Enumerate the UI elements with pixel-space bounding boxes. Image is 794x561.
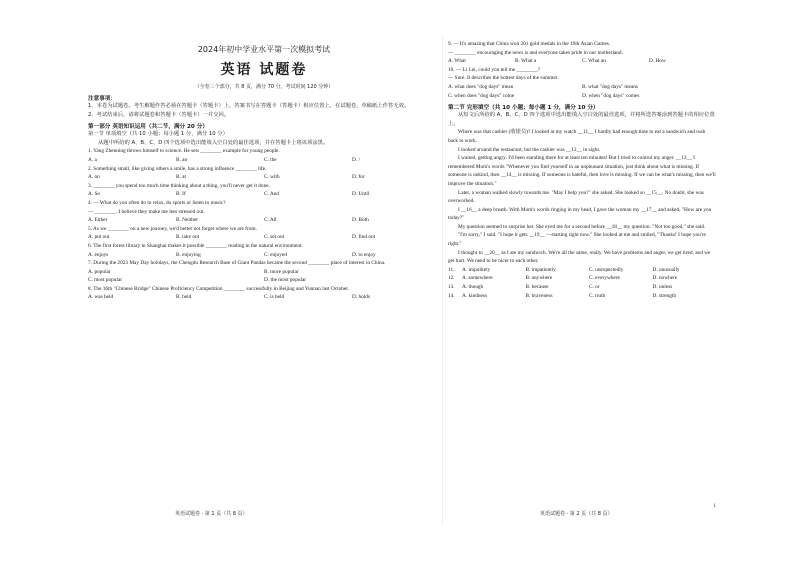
answer-option: B. enjoying (176, 251, 201, 258)
answer-option: C. unexpectedly (589, 266, 624, 273)
question-stem: 6. The first forest library in Shanghai makes it possible ________ reading in the natural environment. (88, 242, 303, 249)
cloze-number: 11. (448, 266, 455, 273)
answer-option: B. What a (515, 58, 537, 65)
cloze-option-row (448, 266, 716, 275)
cloze-passage (448, 128, 716, 266)
answer-option: A. impolitely (462, 266, 491, 273)
answer-option: C. most popular (88, 277, 122, 284)
right-page (448, 40, 716, 510)
option-row (448, 83, 716, 92)
option-row (88, 190, 440, 199)
center-fold (442, 36, 443, 526)
cloze-number: 14. (448, 292, 455, 299)
answer-option: D. Both (352, 217, 369, 224)
question-stem: 1. Yang Zhenning throws himself to science. He sets ________ example for young people. (88, 148, 280, 155)
passage-paragraph: "I'm sorry," I said. "I hope it gets __19__ —starting right now." She looked at me and smiled, "Thanks! I hope you're right." (448, 232, 706, 248)
page-mark: 1 (713, 504, 716, 509)
question-stem: 2. Something small, like giving others a smile, has a strong influence ________ life. (88, 165, 267, 172)
option-row (88, 268, 440, 277)
question-stem: 3. ________ you spend too much time thinking about a thing, you'll never get it done. (88, 182, 270, 189)
passage-paragraph: I waited, getting angry. I'd been standing there for at least ten minutes! But I tried to control my anger. __13__ I remembered Mom's words "Whenever you find yourself in an unpleasant situation, just think about what is missing. If someone is unkind, then __14__ is missing. If someone is hateful, then love is missing. If we can be what's missing, then we'll improve the situation." (448, 155, 716, 187)
footer-left: 英语试题卷 · 第 1 页（共 8 页） (175, 511, 248, 517)
option-row (88, 233, 440, 242)
answer-option: D. Until (352, 191, 370, 198)
option-row (88, 293, 440, 302)
answer-option: B. what "dog days" means (582, 83, 638, 90)
answer-option: B. take out (176, 234, 200, 241)
part1-sec2-title: 第二节 完形填空（共 10 小题；每小题 1 分，满分 10 分） (448, 105, 599, 112)
part1-sec1-title: 第一节 单项填空（共 10 小题；每小题 1 分，满分 10 分） (88, 131, 228, 138)
answer-option: C. All (264, 217, 277, 224)
answer-option: A. popular (88, 268, 111, 275)
answer-option: B. more popular (264, 268, 299, 275)
answer-option: A. what does "dog days" mean (448, 83, 514, 90)
exam-meta: （全卷三个部分，共 8 页，满分 70 分，考试时间 120 分钟） (194, 84, 334, 90)
answer-option: B. anywhere (525, 275, 553, 282)
cloze-option-row (448, 274, 716, 283)
answer-option: D. when "dog days" comes (582, 92, 640, 99)
answer-option: A. kindness (462, 292, 488, 299)
answer-option: A. a (88, 156, 97, 163)
answer-option: B. held (176, 294, 192, 301)
part1-sec1-instruction: 从题中所给的 A、B、C、D 四个选项中选出能填入空白处的最佳选项，并在答题卡上将该项涂黑。 (98, 139, 329, 146)
question-stem: 7. During the 2023 May Day holidays, the Chengdu Research Base of Giant Pandas became the second ________ place of interest in China. (88, 260, 386, 267)
answer-option: D. to enjoy (352, 251, 376, 258)
option-row (88, 276, 440, 285)
note-1: 1．本卷为试题卷。考生解题作答必须在答题卡（答题卡）上，答案书写在答题卡（答题卡）相应位置上，在试题卷、草稿纸上作答无效。 (88, 103, 410, 109)
question-stem: 5. As we ________ on a new journey, we'd better not forget where we are from. (88, 225, 257, 232)
answer-option: C. or (589, 284, 600, 291)
passage-paragraph: I thought to __20__ as I ate my sandwich. We're all the same, really. We have problems and anger, we get tired, and we get hurt. We need to be nicer to each other. (448, 249, 711, 265)
option-row (88, 173, 440, 182)
answer-option: A. enjoys (88, 251, 109, 258)
passage-paragraph: I __16__ a deep breath. With Mom's words ringing in my head, I gave the woman my __17__ and asked, "How are you today?" (448, 206, 712, 222)
answer-option: B. at (176, 174, 187, 181)
exam-title: 2024年初中学业水平第一次模拟考试 (197, 45, 331, 54)
answer-option: C. is held (264, 294, 285, 301)
answer-option: A. somewhere (462, 275, 493, 282)
answer-option: C. And (264, 191, 280, 198)
answer-option: B. If (176, 191, 186, 198)
option-row (448, 57, 716, 66)
answer-option: B. an (176, 156, 188, 163)
answer-option: D. How (649, 58, 666, 65)
question-stem: 4. — What do you often do to relax, do sports or listen to music? — ________. I believe they make me less stressed out. (88, 199, 226, 215)
answer-option: D. for (352, 174, 365, 181)
cloze-number: 12. (448, 275, 455, 282)
answer-option: D. find out (352, 234, 376, 241)
answer-option: D. holds (352, 294, 370, 301)
cloze-option-list (448, 266, 716, 300)
question-stem: 8. The 16th "Chinese Bridge" Chinese Proficiency Competition ________ successfully in Beijing and Yunnan last October. (88, 285, 350, 292)
answer-option: A. So (88, 191, 101, 198)
subject-title: 英语 试题卷 (220, 62, 308, 78)
question-stem: 10. — Li Lei, could you tell me ________? — Sure. It describes the hottest days of the summer. (448, 66, 559, 82)
answer-option: B. braveness (525, 292, 553, 299)
answer-option: C. with (264, 174, 280, 181)
answer-option: A. Either (88, 217, 108, 224)
footer-right: 英语试题卷 · 第 2 页（共 8 页） (540, 511, 613, 517)
cloze-number: 13. (448, 284, 455, 291)
answer-option: D. the most popular (264, 277, 307, 284)
answer-option: C. the (264, 156, 277, 163)
answer-option: C. What an (582, 58, 606, 65)
answer-option: B. impatiently (525, 266, 556, 273)
answer-option: C. enjoyed (264, 251, 287, 258)
answer-option: A. was held (88, 294, 114, 301)
question-list-left (88, 147, 440, 302)
answer-option: D. strength (652, 292, 677, 299)
answer-option: D. / (352, 156, 360, 163)
left-page (88, 40, 440, 510)
answer-option: D. unusually (652, 266, 680, 273)
answer-option: B. because (525, 284, 549, 291)
answer-option: C. truth (589, 292, 606, 299)
option-row (448, 92, 716, 101)
option-row (88, 216, 440, 225)
passage-paragraph: Where was that cashier (收银员)? I looked at my watch __11__ I hardly had enough time to eat a sandwich and rush back to work. (448, 129, 706, 144)
passage-paragraph: I looked around the restaurant, but the cashier was __12__ in sight. (458, 146, 601, 153)
note-2: 2．考试结束后，请将试题卷和答题卡（答题卡）一并交回。 (88, 111, 230, 118)
cloze-option-row (448, 292, 716, 301)
answer-option: C. when does "dog days" come (448, 92, 515, 99)
answer-option: A. on (88, 174, 100, 181)
answer-option: B. Neither (176, 217, 199, 224)
passage-paragraph: Later, a woman walked slowly towards me. "May I help you?" she asked. She looked so __15__. No doubt, she was overworked. (448, 189, 704, 205)
part1-title: 第一部分 英语知识运用（共二节，满分 20 分） (88, 124, 208, 131)
part1-sec2-instruction: 从短文后所给的 A、B、C、D 四个选项中选出能填入空白处的最佳选项，并将所选答案涂到答题卡的相应位置上。 (448, 112, 715, 127)
option-row (88, 251, 440, 260)
answer-option: A. put out (88, 234, 110, 241)
question-list-right (448, 40, 716, 100)
question-stem: 9. — It's amazing that China won 201 gold medals in the 19th Asian Games. — ________ encouraging the news is and everyone takes pride in our motherland. (448, 41, 623, 56)
answer-option: A. What (448, 58, 466, 65)
answer-option: D. nowhere (652, 275, 678, 282)
answer-option: D. unless (652, 284, 673, 291)
cloze-option-row (448, 283, 716, 292)
answer-option: C. set out (264, 234, 285, 241)
answer-option: C. everywhere (589, 275, 620, 282)
answer-option: A. though (462, 284, 484, 291)
notes-title: 注意事项： (88, 96, 116, 102)
passage-paragraph: My question seemed to surprise her. She eyed me for a second before __18__ my question. "Not too good," she said. (458, 223, 706, 230)
option-row (88, 156, 440, 165)
